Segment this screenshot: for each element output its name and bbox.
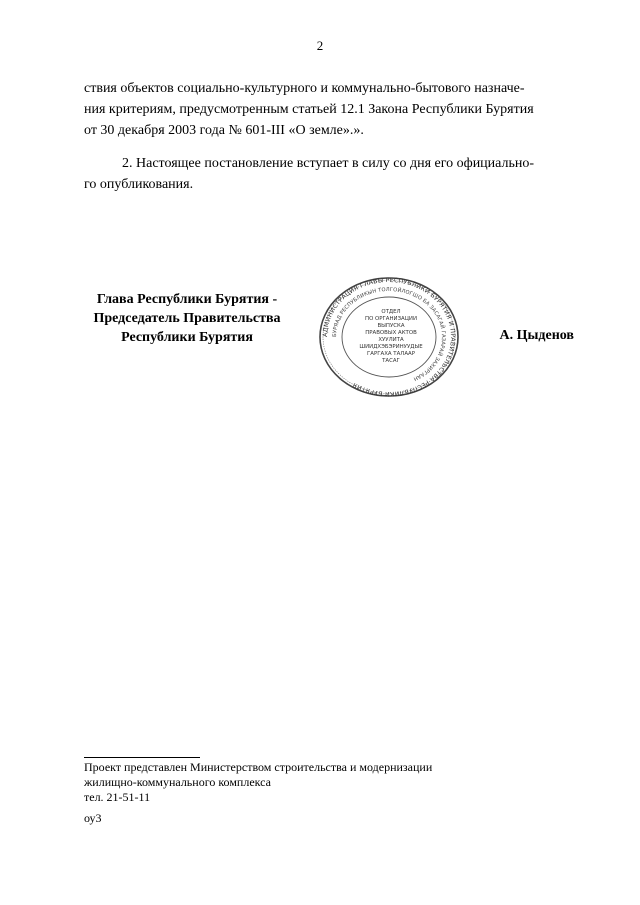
seal-center-line: ВЫПУСКА	[377, 323, 405, 329]
paragraph-2-line: го опубликования.	[84, 177, 194, 192]
footnote-line: тел. 21-51-11	[84, 790, 151, 804]
seal-center-line: ТАСАГ	[382, 358, 400, 364]
paragraph-1-line: ствия объектов социально-культурного и коммунально-бытового назначе-	[84, 81, 525, 96]
seal-center-line: ПО ОРГАНИЗАЦИИ	[365, 316, 417, 322]
signatory-name: А. Цыденов	[499, 328, 574, 343]
seal-center-line: ХУУЛИТА	[378, 337, 404, 343]
footnote-divider	[84, 757, 200, 758]
seal-center-line: ПРАВОВЫХ АКТОВ	[365, 330, 417, 336]
paragraph-2	[84, 153, 573, 195]
seal-graphic	[318, 276, 460, 398]
seal-center-line: ОТДЕЛ	[381, 309, 401, 315]
paragraph-1	[84, 78, 573, 141]
paragraph-1-line: от 30 декабря 2003 года № 601-III «О земле».».	[84, 123, 364, 138]
signatory-title-line: Председатель Правительства	[93, 311, 281, 326]
paragraph-2-line: 2. Настоящее постановление вступает в силу со дня его официально-	[122, 156, 535, 171]
seal-inner-text: БУРЯАД РЕСПУБЛИКЫН ТОЛГОЙЛОГШО БА ЗАСАГАЙ ГАЗАРАЙ ЗАХИРГААН	[331, 286, 447, 382]
page-number: 2	[316, 38, 324, 53]
seal-outer-text: АДМИНИСТРАЦИЯ ГЛАВЫ РЕСПУБЛИКИ БУРЯТИЯ И ПРАВИТЕЛЬСТВА РЕСПУБЛИКИ БУРЯТИЯ	[321, 276, 457, 398]
seal-center-line: ГАРГАХА ТАЛААР	[367, 351, 415, 357]
paragraph-1-line: ния критериям, предусмотренным статьей 12.1 Закона Республики Бурятия	[84, 102, 534, 117]
document-code: оу3	[84, 811, 102, 825]
footnote	[84, 760, 564, 805]
seal-center-line: ШИИДХЭБЭРИНУУДЫЕ	[359, 344, 423, 350]
official-seal-stamp	[318, 276, 460, 398]
signatory-title-line: Республики Бурятия	[121, 330, 253, 345]
footnote-line: Проект представлен Министерством строительства и модернизации	[84, 760, 433, 774]
footnote-line: жилищно-коммунального комплекса	[84, 775, 271, 789]
signatory-title	[84, 290, 290, 347]
signatory-title-line: Глава Республики Бурятия -	[96, 292, 278, 307]
